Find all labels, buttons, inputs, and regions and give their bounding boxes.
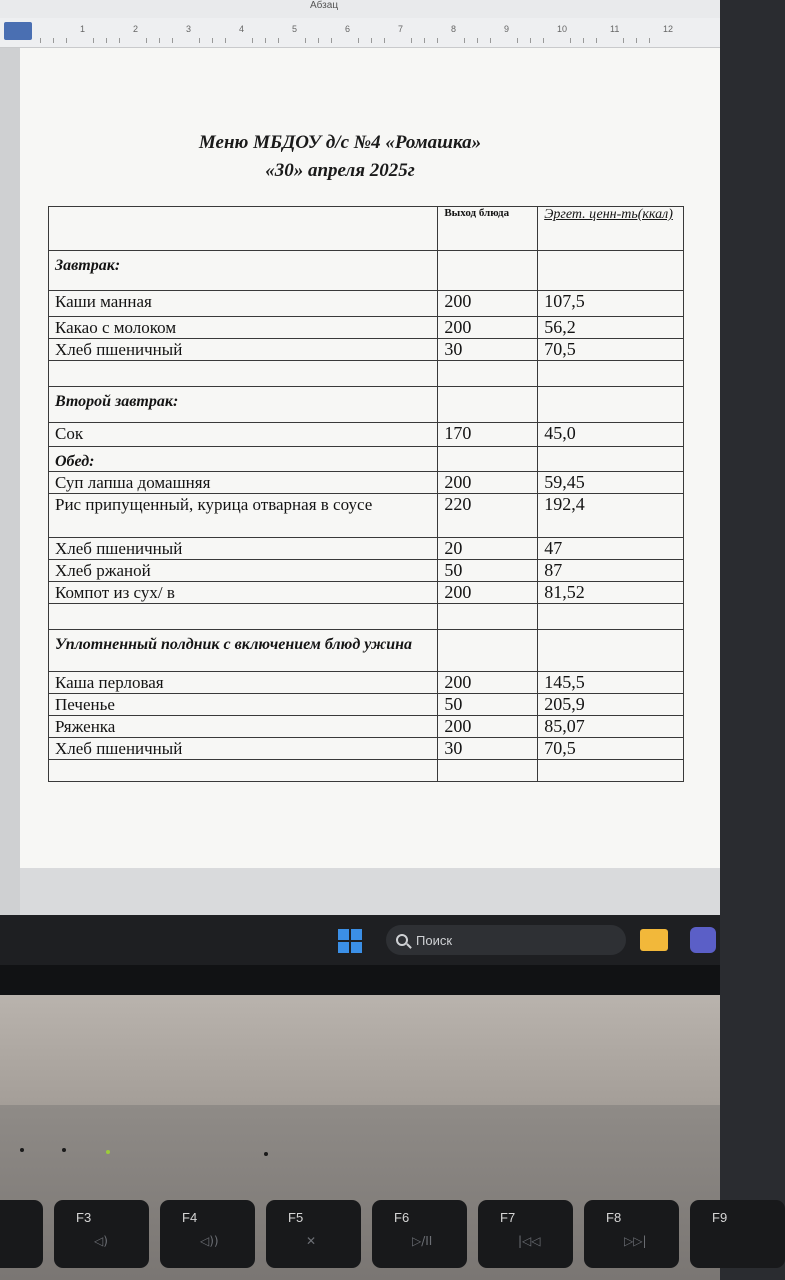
empty-row bbox=[49, 604, 684, 630]
ruler-number: 4 bbox=[239, 24, 245, 34]
dish-name: Сок bbox=[49, 423, 438, 447]
ruler-tick bbox=[119, 38, 120, 43]
status-led bbox=[20, 1148, 24, 1152]
empty-cell bbox=[49, 760, 438, 782]
ruler-tick bbox=[623, 38, 624, 43]
energy-cell: 59,45 bbox=[538, 472, 684, 494]
document-date: «30» апреля 2025г bbox=[265, 160, 415, 181]
table-row bbox=[49, 291, 684, 317]
output-cell: 30 bbox=[438, 738, 538, 760]
table-row bbox=[49, 339, 684, 361]
teams-icon[interactable] bbox=[690, 927, 716, 953]
table-row bbox=[49, 423, 684, 447]
function-key-icon: ▷/II bbox=[412, 1234, 433, 1248]
dish-name: Каша перловая bbox=[49, 672, 438, 694]
empty-cell bbox=[538, 760, 684, 782]
ruler-tick bbox=[265, 38, 266, 43]
ruler-tick bbox=[40, 38, 41, 43]
empty-cell bbox=[438, 604, 538, 630]
ruler-tick bbox=[477, 38, 478, 43]
ruler-tick bbox=[331, 38, 332, 43]
document-page[interactable] bbox=[20, 48, 720, 868]
ruler-number: 8 bbox=[451, 24, 457, 34]
ruler-number: 10 bbox=[557, 24, 568, 34]
output-cell bbox=[438, 630, 538, 672]
energy-cell bbox=[538, 251, 684, 291]
section-row bbox=[49, 387, 684, 423]
dish-name: Какао с молоком bbox=[49, 317, 438, 339]
section-row bbox=[49, 447, 684, 472]
dish-name: Компот из сух/ в bbox=[49, 582, 438, 604]
ruler-tick bbox=[437, 38, 438, 43]
output-cell: 200 bbox=[438, 472, 538, 494]
ruler-tick bbox=[583, 38, 584, 43]
dish-name: Хлеб пшеничный bbox=[49, 538, 438, 560]
ruler-number: 7 bbox=[398, 24, 404, 34]
output-cell bbox=[438, 251, 538, 291]
empty-row bbox=[49, 361, 684, 387]
energy-cell bbox=[538, 387, 684, 423]
ruler-tick bbox=[66, 38, 67, 43]
left-gutter bbox=[0, 48, 20, 915]
table-row bbox=[49, 672, 684, 694]
ruler-tick bbox=[318, 38, 319, 43]
function-key-icon: ✕ bbox=[306, 1234, 317, 1248]
ruler-tick bbox=[371, 38, 372, 43]
output-cell: 200 bbox=[438, 716, 538, 738]
function-key-label: F7 bbox=[500, 1210, 516, 1225]
ruler-tick bbox=[490, 38, 491, 43]
function-key[interactable] bbox=[690, 1200, 785, 1268]
function-key[interactable] bbox=[0, 1200, 43, 1268]
section-row bbox=[49, 630, 684, 672]
energy-cell: 205,9 bbox=[538, 694, 684, 716]
function-key-label: F5 bbox=[288, 1210, 304, 1225]
section-title: Уплотненный полдник с включением блюд ужина bbox=[49, 630, 438, 672]
ruler-tick bbox=[225, 38, 226, 43]
table-row bbox=[49, 582, 684, 604]
ruler-number: 9 bbox=[504, 24, 510, 34]
laptop-hinge bbox=[0, 995, 720, 1105]
table-row bbox=[49, 716, 684, 738]
status-led bbox=[264, 1152, 268, 1156]
status-led bbox=[62, 1148, 66, 1152]
function-key[interactable] bbox=[160, 1200, 255, 1268]
header-output-cell: Выход блюда bbox=[438, 207, 538, 251]
file-explorer-icon[interactable] bbox=[640, 929, 668, 951]
ruler-number: 6 bbox=[345, 24, 351, 34]
output-cell: 200 bbox=[438, 317, 538, 339]
section-title: Второй завтрак: bbox=[49, 387, 438, 423]
function-key[interactable] bbox=[478, 1200, 573, 1268]
ruler-number: 2 bbox=[133, 24, 139, 34]
ruler-tick bbox=[517, 38, 518, 43]
dish-name: Рис припущенный, курица отварная в соусе bbox=[49, 494, 438, 538]
function-key-icon: ◁) bbox=[94, 1234, 108, 1248]
ruler-tick bbox=[278, 38, 279, 43]
ruler-tick bbox=[146, 38, 147, 43]
function-key-icon: ▷▷| bbox=[624, 1234, 647, 1248]
ruler-number: 12 bbox=[663, 24, 674, 34]
ruler-tick bbox=[212, 38, 213, 43]
dish-name: Хлеб ржаной bbox=[49, 560, 438, 582]
function-key[interactable] bbox=[266, 1200, 361, 1268]
ruler-number: 11 bbox=[610, 24, 620, 34]
section-title: Завтрак: bbox=[49, 251, 438, 291]
table-row bbox=[49, 694, 684, 716]
output-cell: 30 bbox=[438, 339, 538, 361]
ruler-number: 5 bbox=[292, 24, 298, 34]
section-row bbox=[49, 251, 684, 291]
header-name-cell bbox=[49, 207, 438, 251]
function-key[interactable] bbox=[372, 1200, 467, 1268]
indent-marker[interactable] bbox=[4, 22, 32, 40]
empty-row bbox=[49, 760, 684, 782]
energy-cell: 107,5 bbox=[538, 291, 684, 317]
taskbar bbox=[0, 915, 720, 965]
ruler-tick bbox=[530, 38, 531, 43]
table-row bbox=[49, 472, 684, 494]
empty-cell bbox=[49, 361, 438, 387]
ruler-tick bbox=[199, 38, 200, 43]
output-cell: 50 bbox=[438, 560, 538, 582]
energy-cell: 70,5 bbox=[538, 738, 684, 760]
power-led bbox=[106, 1150, 110, 1154]
energy-cell: 45,0 bbox=[538, 423, 684, 447]
ruler-tick bbox=[252, 38, 253, 43]
taskbar-search[interactable] bbox=[386, 925, 626, 955]
ruler-tick bbox=[384, 38, 385, 43]
energy-cell: 192,4 bbox=[538, 494, 684, 538]
ruler-number: 1 bbox=[80, 24, 86, 34]
empty-cell bbox=[538, 361, 684, 387]
energy-cell: 81,52 bbox=[538, 582, 684, 604]
paragraph-style-label[interactable]: Абзац bbox=[310, 0, 339, 11]
ruler-tick bbox=[159, 38, 160, 43]
section-title: Обед: bbox=[49, 447, 438, 472]
search-placeholder: Поиск bbox=[416, 932, 453, 948]
ruler-tick bbox=[93, 38, 94, 43]
output-cell bbox=[438, 447, 538, 472]
output-cell: 170 bbox=[438, 423, 538, 447]
ruler-tick bbox=[305, 38, 306, 43]
ruler-number: 3 bbox=[186, 24, 192, 34]
windows-start-icon[interactable] bbox=[338, 929, 362, 953]
search-icon bbox=[396, 934, 408, 946]
energy-cell: 56,2 bbox=[538, 317, 684, 339]
empty-cell bbox=[438, 361, 538, 387]
table-row bbox=[49, 317, 684, 339]
output-cell: 200 bbox=[438, 291, 538, 317]
function-key[interactable] bbox=[584, 1200, 679, 1268]
function-key-label: F4 bbox=[182, 1210, 198, 1225]
function-key-label: F9 bbox=[712, 1210, 728, 1225]
energy-cell bbox=[538, 630, 684, 672]
ruler-tick bbox=[636, 38, 637, 43]
output-cell: 220 bbox=[438, 494, 538, 538]
energy-cell: 87 bbox=[538, 560, 684, 582]
empty-cell bbox=[49, 604, 438, 630]
empty-cell bbox=[538, 604, 684, 630]
output-cell: 200 bbox=[438, 672, 538, 694]
ruler-tick bbox=[53, 38, 54, 43]
table-header-row bbox=[49, 207, 684, 251]
table-row bbox=[49, 560, 684, 582]
ribbon-strip bbox=[0, 0, 720, 18]
horizontal-ruler[interactable] bbox=[0, 18, 720, 48]
energy-cell: 145,5 bbox=[538, 672, 684, 694]
function-key-icon: |◁◁ bbox=[518, 1234, 541, 1248]
ruler-tick bbox=[543, 38, 544, 43]
ruler-tick bbox=[106, 38, 107, 43]
ruler-tick bbox=[464, 38, 465, 43]
function-key-label: F8 bbox=[606, 1210, 622, 1225]
energy-cell: 70,5 bbox=[538, 339, 684, 361]
dish-name: Хлеб пшеничный bbox=[49, 339, 438, 361]
function-key-label: F6 bbox=[394, 1210, 410, 1225]
ruler-tick bbox=[596, 38, 597, 43]
screen-bezel bbox=[0, 965, 720, 995]
document-title: Меню МБДОУ д/с №4 «Ромашка» bbox=[198, 132, 482, 153]
empty-cell bbox=[438, 760, 538, 782]
ruler-tick bbox=[570, 38, 571, 43]
table-row bbox=[49, 538, 684, 560]
output-cell bbox=[438, 387, 538, 423]
energy-cell: 47 bbox=[538, 538, 684, 560]
dish-name: Печенье bbox=[49, 694, 438, 716]
dish-name: Каши манная bbox=[49, 291, 438, 317]
dish-name: Суп лапша домашняя bbox=[49, 472, 438, 494]
ruler-tick bbox=[358, 38, 359, 43]
table-row bbox=[49, 738, 684, 760]
ruler-tick bbox=[424, 38, 425, 43]
energy-cell: 85,07 bbox=[538, 716, 684, 738]
output-cell: 20 bbox=[438, 538, 538, 560]
header-energy-cell: Эргет. ценн-ть(ккал) bbox=[538, 207, 684, 251]
menu-table bbox=[48, 206, 684, 782]
function-key[interactable] bbox=[54, 1200, 149, 1268]
energy-cell bbox=[538, 447, 684, 472]
dish-name: Ряженка bbox=[49, 716, 438, 738]
output-cell: 50 bbox=[438, 694, 538, 716]
table-row bbox=[49, 494, 684, 538]
ruler-tick bbox=[411, 38, 412, 43]
function-key-label: F3 bbox=[76, 1210, 92, 1225]
function-key-icon: ◁)) bbox=[200, 1234, 219, 1248]
dish-name: Хлеб пшеничный bbox=[49, 738, 438, 760]
ruler-tick bbox=[649, 38, 650, 43]
output-cell: 200 bbox=[438, 582, 538, 604]
ruler-tick bbox=[172, 38, 173, 43]
